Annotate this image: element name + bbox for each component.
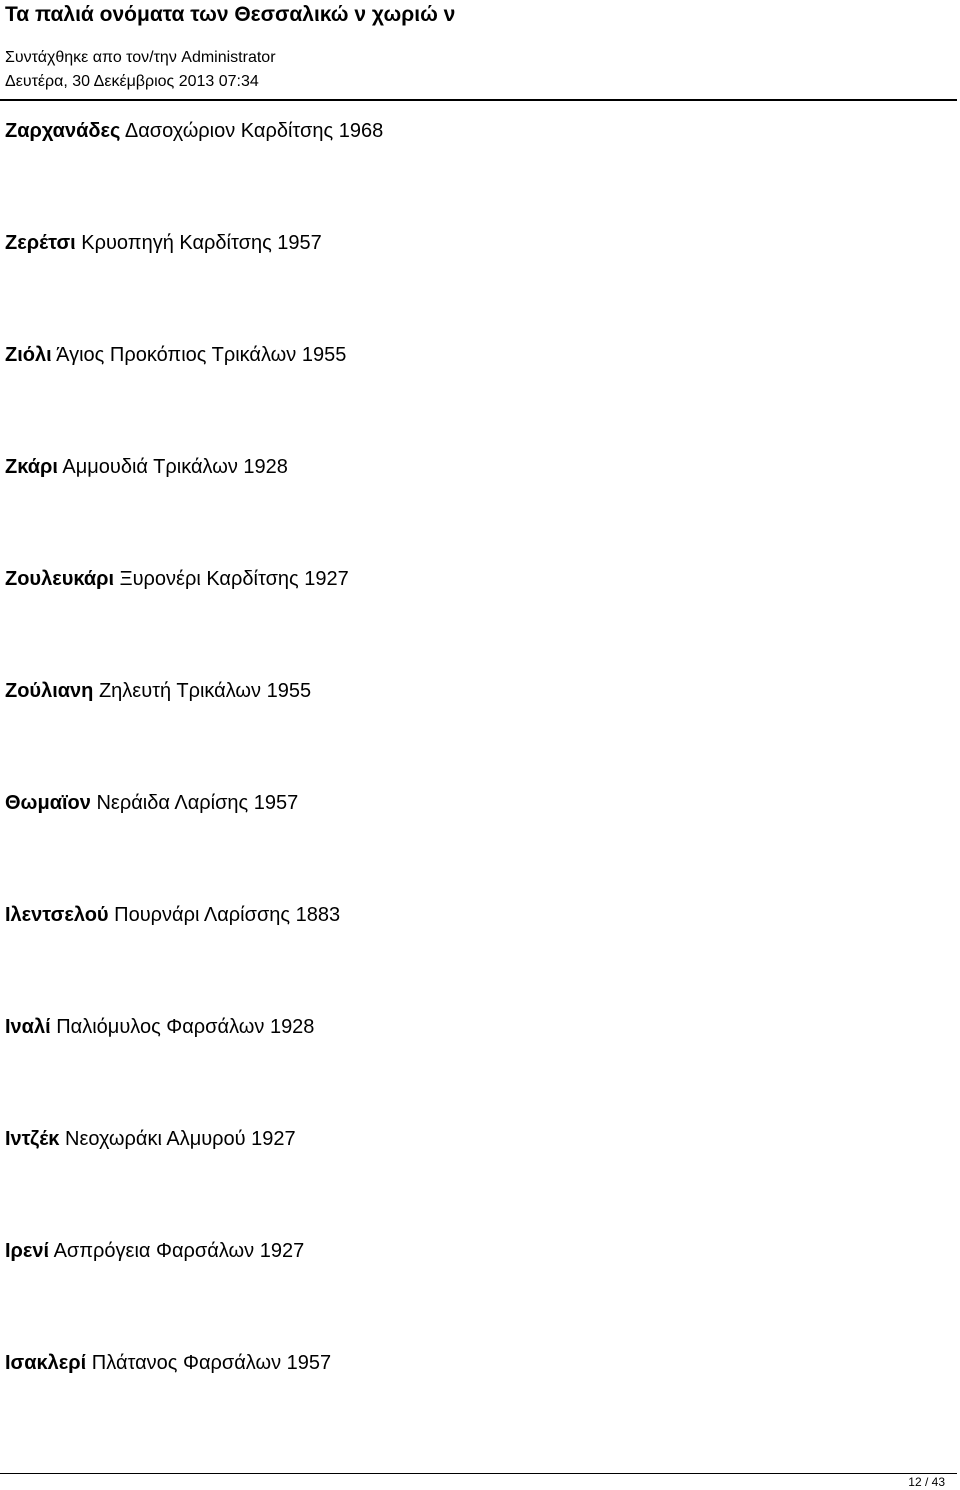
list-item bbox=[5, 1348, 945, 1460]
old-name: Ζουλευκάρι bbox=[5, 568, 115, 590]
old-name: Ζούλιανη bbox=[5, 680, 94, 702]
new-name: Πλάτανος Φαρσάλων 1957 bbox=[91, 1352, 332, 1374]
header-divider bbox=[0, 99, 957, 101]
document-title: Τα παλιά ονόματα των Θεσσαλικώ ν χωριώ ν bbox=[5, 3, 456, 26]
new-name: Άγιος Προκόπιος Τρικάλων 1955 bbox=[56, 344, 347, 366]
list-item bbox=[5, 564, 945, 676]
old-name: Ζιόλι bbox=[5, 344, 52, 366]
date-line: Δευτέρα, 30 Δεκέμβριος 2013 07:34 bbox=[5, 73, 259, 90]
list-item bbox=[5, 788, 945, 900]
village-list bbox=[5, 116, 945, 1460]
new-name: Δασοχώριον Καρδίτσης 1968 bbox=[124, 120, 384, 142]
list-item bbox=[5, 1236, 945, 1348]
old-name: Θωμαϊον bbox=[5, 792, 91, 814]
list-item bbox=[5, 1124, 945, 1236]
list-item bbox=[5, 676, 945, 788]
list-item bbox=[5, 116, 945, 228]
new-name: Κρυοπηγή Καρδίτσης 1957 bbox=[81, 232, 322, 254]
list-item bbox=[5, 900, 945, 1012]
page-number: 12 / 43 bbox=[908, 1475, 945, 1489]
new-name: Ασπρόγεια Φαρσάλων 1927 bbox=[53, 1240, 305, 1262]
old-name: Ισακλερί bbox=[5, 1352, 87, 1374]
list-item bbox=[5, 1012, 945, 1124]
new-name: Ζηλευτή Τρικάλων 1955 bbox=[98, 680, 312, 702]
footer-divider bbox=[0, 1473, 957, 1474]
old-name: Ιλεντσελού bbox=[5, 904, 109, 926]
list-item bbox=[5, 452, 945, 564]
old-name: Ζκάρι bbox=[5, 456, 58, 478]
old-name: Ζαρχανάδες bbox=[5, 120, 121, 142]
new-name: Παλιόμυλος Φαρσάλων 1928 bbox=[56, 1016, 315, 1038]
new-name: Αμμουδιά Τρικάλων 1928 bbox=[62, 456, 288, 478]
list-item bbox=[5, 340, 945, 452]
old-name: Ζερέτσι bbox=[5, 232, 76, 254]
new-name: Νεοχωράκι Αλμυρού 1927 bbox=[65, 1128, 296, 1150]
old-name: Ιναλί bbox=[5, 1016, 51, 1038]
document-header bbox=[5, 0, 957, 94]
new-name: Ξυρονέρι Καρδίτσης 1927 bbox=[119, 568, 349, 590]
old-name: Ιντζέκ bbox=[5, 1128, 60, 1150]
author-line: Συντάχθηκε απο τον/την Administrator bbox=[5, 49, 276, 66]
new-name: Πουρνάρι Λαρίσσης 1883 bbox=[114, 904, 341, 926]
old-name: Ιρενί bbox=[5, 1240, 50, 1262]
list-item bbox=[5, 228, 945, 340]
new-name: Νεράιδα Λαρίσης 1957 bbox=[96, 792, 299, 814]
